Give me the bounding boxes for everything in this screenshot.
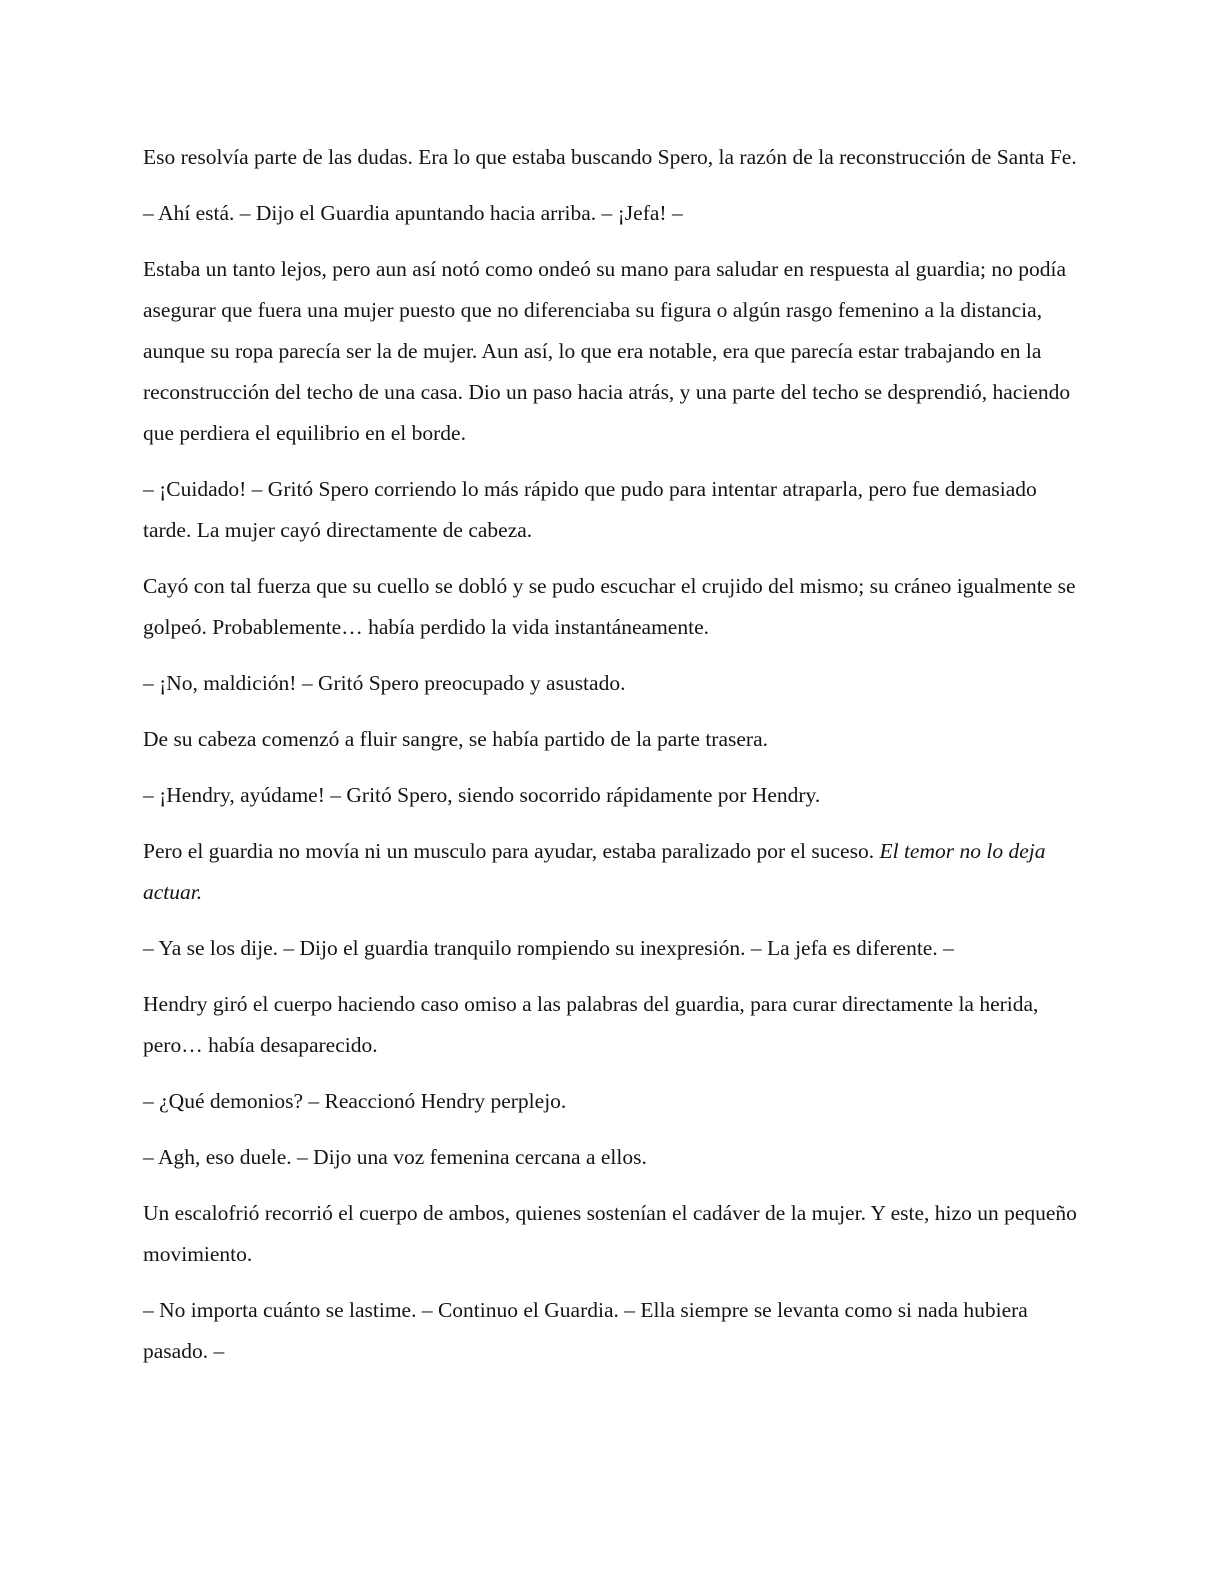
document-page bbox=[143, 137, 1078, 1387]
paragraph-12: – ¿Qué demonios? – Reaccionó Hendry perplejo. bbox=[143, 1089, 567, 1113]
paragraph-7: De su cabeza comenzó a fluir sangre, se había partido de la parte trasera. bbox=[143, 727, 768, 751]
paragraph-2: – Ahí está. – Dijo el Guardia apuntando hacia arriba. – ¡Jefa! – bbox=[143, 201, 683, 225]
paragraph-6: – ¡No, maldición! – Gritó Spero preocupado y asustado. bbox=[143, 671, 626, 695]
paragraph-13: – Agh, eso duele. – Dijo una voz femenina cercana a ellos. bbox=[143, 1145, 647, 1169]
paragraph-9-italic: El temor no lo deja actuar. bbox=[143, 839, 1046, 904]
paragraph-3: Estaba un tanto lejos, pero aun así notó como ondeó su mano para saludar en respuesta al guardia; no podía asegurar que fuera una mujer puesto que no diferenciaba su figura o algún rasgo femenino a la distancia, aunque su ropa parecía ser la de mujer. Aun así, lo que era notable, era que parecía estar trabajando en la reconstrucción del techo de una casa. Dio un paso hacia atrás, y una parte del techo se desprendió, haciendo que perdiera el equilibrio en el borde. bbox=[143, 257, 1071, 445]
paragraph-1: Eso resolvía parte de las dudas. Era lo que estaba buscando Spero, la razón de la reconstrucción de Santa Fe. bbox=[143, 145, 1077, 169]
paragraph-4: – ¡Cuidado! – Gritó Spero corriendo lo más rápido que pudo para intentar atraparla, pero fue demasiado tarde. La mujer cayó directamente de cabeza. bbox=[143, 477, 1037, 542]
paragraph-10: – Ya se los dije. – Dijo el guardia tranquilo rompiendo su inexpresión. – La jefa es diferente. – bbox=[143, 936, 954, 960]
paragraph-9 bbox=[143, 831, 1078, 913]
paragraph-5: Cayó con tal fuerza que su cuello se dobló y se pudo escuchar el crujido del mismo; su cráneo igualmente se golpeó. Probablemente… había perdido la vida instantáneamente. bbox=[143, 574, 1076, 639]
paragraph-15: – No importa cuánto se lastime. – Continuo el Guardia. – Ella siempre se levanta como si nada hubiera pasado. – bbox=[143, 1298, 1028, 1363]
paragraph-14: Un escalofrió recorrió el cuerpo de ambos, quienes sostenían el cadáver de la mujer. Y este, hizo un pequeño movimiento. bbox=[143, 1201, 1077, 1266]
paragraph-9-text: Pero el guardia no movía ni un musculo para ayudar, estaba paralizado por el suceso. bbox=[143, 839, 875, 863]
paragraph-8: – ¡Hendry, ayúdame! – Gritó Spero, siendo socorrido rápidamente por Hendry. bbox=[143, 783, 821, 807]
paragraph-11: Hendry giró el cuerpo haciendo caso omiso a las palabras del guardia, para curar directamente la herida, pero… había desaparecido. bbox=[143, 992, 1039, 1057]
